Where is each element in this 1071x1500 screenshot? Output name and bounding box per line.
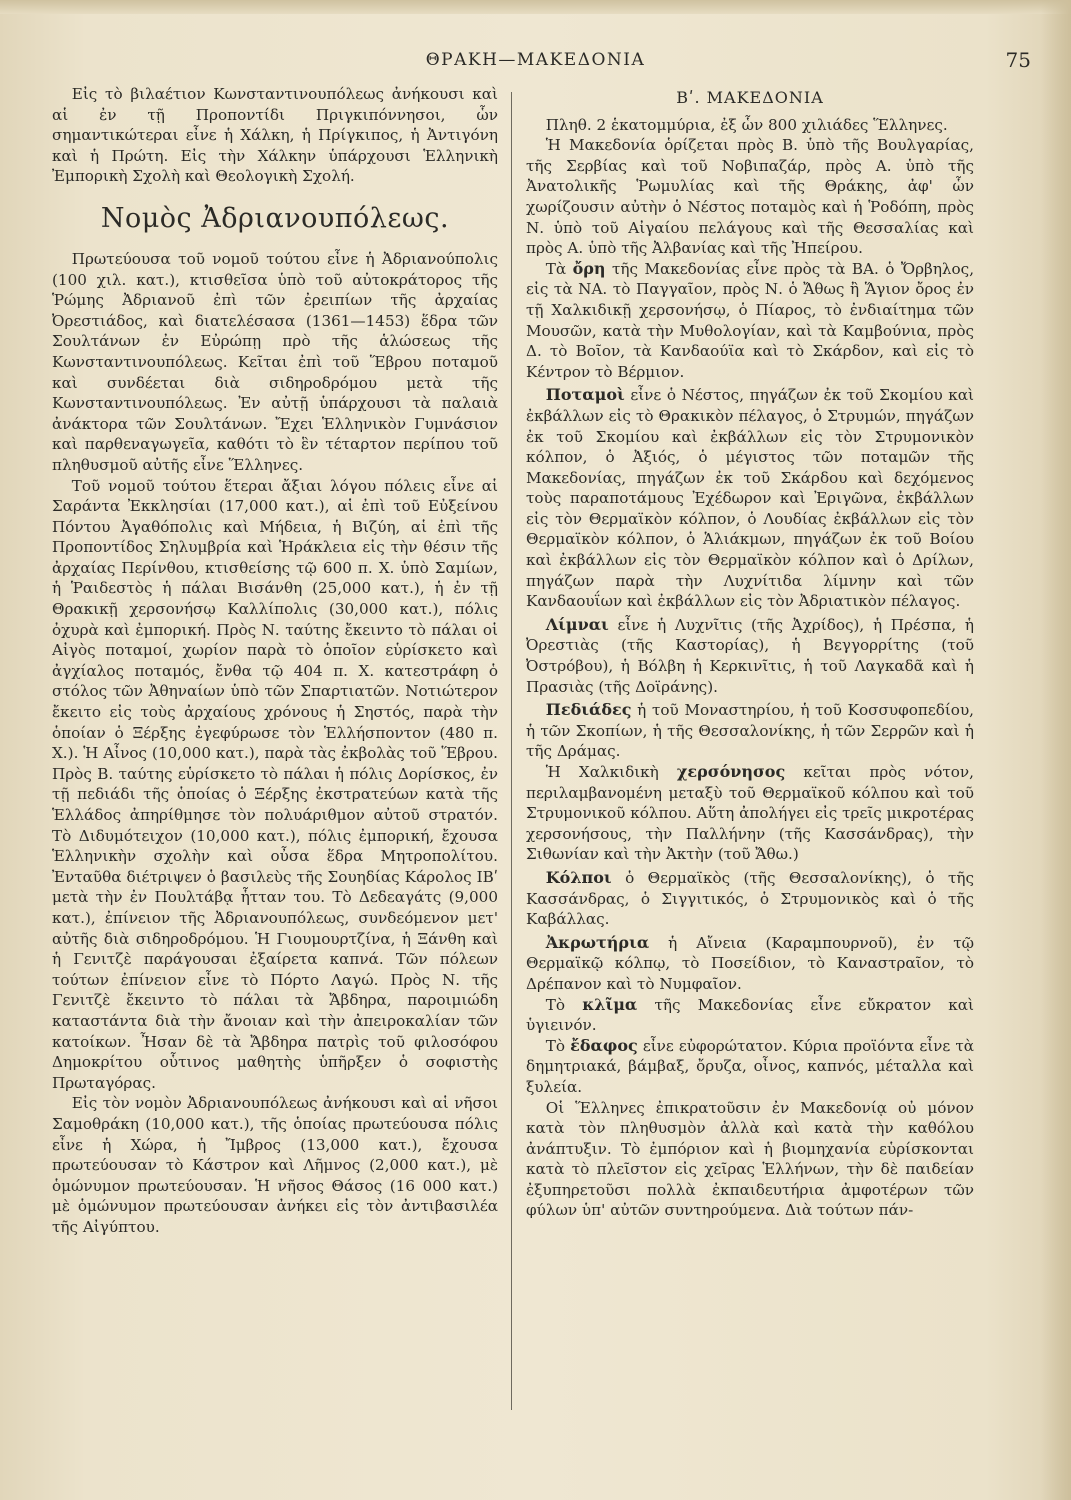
left-column: [52, 84, 498, 1237]
soil-text: εἶνε εὐφορώτατον. Κύρια προϊόντα εἶνε τὰ δημητριακά, βάμβαξ, ὄρυζα, οἶνος, καπνός, μέταλλα καὶ ξυλεία.: [526, 1036, 974, 1096]
borders-paragraph: Ἡ Μακεδονία ὁρίζεται πρὸς Β. ὑπὸ τῆς Βουλγαρίας, τῆς Σερβίας καὶ τοῦ Νοβιπαζάρ, πρὸς Α. ὑπὸ τῆς Ἀνατολικῆς Ῥωμυλίας καὶ τῆς Θράκης, ἀφ' ὧν χωρίζουσιν αὐτὴν ὁ Νέστος ποταμὸς καὶ ἡ Ῥοδόπη, πρὸς Ν. ὑπὸ τοῦ Αἰγαίου πελάγους καὶ τῆς Θεσσαλίας καὶ πρὸς Α. ὑπὸ τῆς Ἀλβανίας καὶ τῆς Ἠπείρου.: [526, 136, 974, 258]
rivers-text: εἶνε ὁ Νέστος, πηγάζων ἐκ τοῦ Σκομίου καὶ ἐκβάλλων εἰς τὸ Θρακικὸν πέλαγος, ὁ Στρυμών, πηγάζων ἐκ τοῦ Σκομίου καὶ ἐκβάλλων εἰς τὸν Στρυμονικὸν κόλπον, ὁ Ἀξιός, ὁ μέγιστος τῶν ποταμῶν τῆς Μακεδονίας, πηγάζων ἐκ τοῦ Σκάρδου καὶ δεχόμενος τοὺς παραποτάμους Ἐχέδωρον καὶ Ἐριγῶνα, ἐκβάλλων εἰς τὸν Θερμαϊκὸν κόλπον, ὁ Λουδίας ἐκβάλλων εἰς τὸν Θερμαϊκὸν κόλπον, ὁ Ἁλιάκμων, πηγάζων ἐκ τοῦ Βοίου καὶ ἐκβάλλων εἰς τὸν Θερμαϊκὸν κόλπον καὶ ὁ Δρίλων, πηγάζων παρὰ τὴν Λυχνίτιδα λίμνην καὶ τῶν Κανδαουΐων καὶ ἐκβάλλων εἰς τὸν Ἀδριατικὸν πέλαγος.: [526, 386, 974, 611]
greeks-paragraph: Οἱ Ἕλληνες ἐπικρατοῦσιν ἐν Μακεδονίᾳ οὐ μόνον κατὰ τὸν πληθυσμὸν ἀλλὰ καὶ κατὰ τὴν καθόλου ἀνάπτυξιν. Τὸ ἐμπόριον καὶ ἡ βιομηχανία εὑρίσκονται κατὰ τὸ πλεῖστον εἰς χεῖρας Ἑλλήνων, τὴν δὲ παιδείαν ἐξυπηρετοῦσι πολλὰ ἐκπαιδευτήρια ἀμφοτέρων τῶν φύλων ὑπ' αὐτῶν συντηρούμενα. Διὰ τούτων πάν-: [526, 1098, 974, 1220]
paragraph-capital: Πρωτεύουσα τοῦ νομοῦ τούτου εἶνε ἡ Ἀδριανούπολις (100 χιλ. κατ.), κτισθεῖσα ὑπὸ τοῦ αὐτοκράτορος τῆς Ῥώμης Ἀδριανοῦ ἐπὶ τῶν ἐρειπίων τῆς ἀρχαίας Ὀρεστιάδος, καὶ διατελέσασα (1361—1453) ἕδρα τῶν Σουλτάνων ἐν Εὐρώπῃ πρὸ τῆς ἁλώσεως τῆς Κωνσταντινουπόλεως. Κεῖται ἐπὶ τοῦ Ἕβρου ποταμοῦ καὶ συνδέεται διὰ σιδηροδρόμου μετὰ τῆς Κωνσταντινουπόλεως. Ἐν αὐτῇ ὑπάρχουσι τὰ παλαιὰ ἀνάκτορα τῶν Σουλτάνων. Ἔχει Ἑλληνικὸν Γυμνάσιον καὶ παρθεναγωγεῖα, καθότι τὸ ἓν τέταρτον περίπου τοῦ πληθυσμοῦ αὐτῆς εἶνε Ἕλληνες.: [52, 249, 498, 474]
capes-paragraph: [526, 933, 974, 995]
section-title-macedonia: Βʹ. ΜΑΚΕΔΟΝΙΑ: [676, 88, 824, 107]
lakes-paragraph: [526, 615, 974, 697]
peninsula-text: κεῖται πρὸς νότον, περιλαμβανομένη μεταξὺ τοῦ Θερμαϊκοῦ κόλπου καὶ τοῦ Στρυμονικοῦ κόλπου. Αὕτη ἀπολήγει εἰς τρεῖς μικροτέρας χερσονήσους, τὴν Παλλήνην (τῆς Κασσάνδρας), τὴν Σιθωνίαν καὶ τὴν Ἀκτὴν (τοῦ Ἄθω.): [526, 763, 974, 864]
peninsula-keyword: χερσόνησος: [676, 762, 786, 781]
peninsula-paragraph: [526, 762, 974, 865]
mountains-keyword: ὄρη: [572, 258, 606, 278]
page-header: [40, 50, 1031, 80]
running-title: ΘΡΑΚΗ—ΜΑΚΕΔΟΝΙΑ: [425, 50, 646, 70]
page-top-edge: [0, 0, 1071, 14]
gulfs-text: ὁ Θερμαϊκὸς (τῆς Θεσσαλονίκης), ὁ τῆς Κασσάνδρας, ὁ Σιγγιτικός, ὁ Στρυμονικὸς καὶ ὁ τῆς Καβάλλας.: [526, 868, 975, 929]
right-column: [526, 84, 974, 1221]
page-fold-shadow: [1041, 0, 1071, 1500]
plains-paragraph: [526, 700, 974, 762]
soil-lead: Τὸ: [545, 1036, 566, 1055]
climate-text: τῆς Μακεδονίας εἶνε εὔκρατον καὶ ὑγιεινόν.: [526, 995, 975, 1035]
rivers-keyword: Ποταμοὶ: [545, 385, 625, 405]
rivers-paragraph: [526, 385, 974, 612]
capes-keyword: Ἀκρωτήρια: [545, 932, 650, 952]
mountains-paragraph: [526, 259, 974, 383]
paragraph-islands: Εἰς τὸν νομὸν Ἀδριανουπόλεως ἀνήκουσι καὶ αἱ νῆσοι Σαμοθράκη (10,000 κατ.), τῆς ὁποίας πρωτεύουσα πόλις εἶνε ἡ Χώρα, ἡ Ἴμβρος (13,000 κατ.), ἔχουσα πρωτεύουσαν τὸ Κάστρον καὶ Λῆμνος (2,000 κατ.), μὲ ὁμώνυμον πρωτεύουσαν. Ἡ νῆσος Θάσος (16 000 κατ.) μὲ ὁμώνυμον πρωτεύουσαν ἀνήκει εἰς τὸν ἀντιβασιλέα τῆς Αἰγύπτου.: [52, 1094, 498, 1236]
climate-lead: Τὸ: [545, 995, 566, 1014]
lakes-text: εἶνε ἡ Λυχνῖτις (τῆς Ἀχρίδος), ἡ Πρέσπα, ἡ Ὀρεστιὰς (τῆς Καστορίας), ἡ Βεγγορρίτης (τοῦ Ὀστρόβου), ἡ Βόλβη ἡ Κερκινῖτις, ἡ τοῦ Λαγκαδᾶ καὶ ἡ Πρασιὰς (τῆς Δοϊράνης).: [526, 615, 975, 696]
population-paragraph: Πληθ. 2 ἑκατομμύρια, ἐξ ὧν 800 χιλιάδες Ἕλληνες.: [545, 115, 948, 134]
mountains-lead: Τὰ: [545, 259, 567, 278]
page-number: 75: [1005, 48, 1031, 72]
plains-text: ἡ τοῦ Μοναστηρίου, ἡ τοῦ Κοσσυφοπεδίου, ἡ τῶν Σκοπίων, ἡ τῆς Θεσσαλονίκης, ἡ τῶν Σερρῶν καὶ ἡ τῆς Δράμας.: [526, 701, 975, 761]
peninsula-lead: Ἡ Χαλκιδικὴ: [545, 763, 659, 781]
column-divider: [511, 92, 512, 1410]
lakes-keyword: Λίμναι: [545, 614, 609, 634]
soil-paragraph: [526, 1036, 974, 1098]
plains-keyword: Πεδιάδες: [545, 700, 632, 720]
paragraph-cities: Τοῦ νομοῦ τούτου ἕτεραι ἄξιαι λόγου πόλεις εἶνε αἱ Σαράντα Ἐκκλησίαι (17,000 κατ.), αἱ ἐπὶ τοῦ Εὐξείνου Πόντου Ἀγαθόπολις καὶ Μήδεια, ἡ Βιζύη, αἱ ἐπὶ τῆς Προποντίδος Σηλυμβρία καὶ Ἡράκλεια εἰς τὴν θέσιν τῆς ἀρχαίας Περίνθου, κτισθείσης τῷ 600 π. Χ. ὑπὸ Σαμίων, ἡ Ῥαιδεστὸς ἡ πάλαι Βισάνθη (25,000 κατ.), ἡ ἐν τῇ Θρακικῇ χερσονήσῳ Καλλίπολις (30,000 κατ.), πόλις ὀχυρὰ καὶ ἐμπορική. Πρὸς Ν. ταύτης ἔκειντο τὸ πάλαι οἱ Αἰγὸς ποταμοί, χωρίον παρὰ τὸ ὁποῖον εὑρίσκετο καὶ ἀγχίαλος ποταμός, ἔνθα τῷ 404 π. Χ. κατεστράφη ὁ στόλος τῶν Ἀθηναίων ὑπὸ τῶν Σπαρτιατῶν. Νοτιώτερον ἔκειτο εἰς τοὺς ἀρχαίους χρόνους ἡ Σηστός, παρὰ τὴν ὁποίαν ὁ Ξέρξης ἐγεφύρωσε τὸν Ἑλλήσποντον (480 π. Χ.). Ἡ Αἶνος (10,000 κατ.), παρὰ τὰς ἐκβολὰς τοῦ Ἕβρου. Πρὸς Β. ταύτης εὑρίσκετο τὸ πάλαι ἡ πόλις Δορίσκος, ἐν τῇ πεδιάδι τῆς ὁποίας ὁ Ξέρξης ἐκστρατεύων κατὰ τῆς Ἑλλάδος ἀπηρίθμησε τὸν πολυάριθμον αὐτοῦ στρατόν. Τὸ Διδυμότειχον (10,000 κατ.), πόλις ἐμπορική, ἔχουσα Ἑλληνικὴν σχολὴν καὶ οὖσα ἕδρα Μητροπολίτου. Ἐνταῦθα διέτριψεν ὁ βασιλεὺς τῆς Σουηδίας Κάρολος ΙΒʹ μετὰ τὴν ἐν Πουλτάβᾳ ἧτταν του. Τὸ Δεδεαγάτς (9,000 κατ.), ἐπίνειον τῆς Ἀδριανουπόλεως, συνδεόμενον μετ' αὐτῆς διὰ σιδηροδρόμου. Ἡ Γιουμουρτζίνα, ἡ Ξάνθη καὶ ἡ Γενιτζὲ παράγουσαι ἐξαίρετα καπνά. Τῶν πόλεων τούτων ἐπίνειον εἶνε τὸ Πόρτο Λαγώ. Πρὸς Ν. τῆς Γενιτζὲ ἔκειντο τὸ πάλαι τὰ Ἄβδηρα, παροιμιώδη καταστάντα διὰ τὴν ἄνοιαν καὶ τὴν ἀπειροκαλίαν τῶν κατοίκων. Ἦσαν δὲ τὰ Ἄβδηρα πατρὶς τοῦ φιλοσόφου Δημοκρίτου οὗτινος μαθητὴς ὑπῆρξεν ὁ σοφιστὴς Πρωταγόρας.: [52, 476, 498, 1092]
intro-paragraph: Εἰς τὸ βιλαέτιον Κωνσταντινουπόλεως ἀνήκουσι καὶ αἱ ἐν τῇ Προποντίδι Πριγκιπόννησοι, ὧν σημαντικώτεραι εἶνε ἡ Χάλκη, ἡ Πρίγκιπος, ἡ Ἀντιγόνη καὶ ἡ Πρώτη. Εἰς τὴν Χάλκην ὑπάρχουσι Ἑλληνικὴ Ἐμπορικὴ Σχολὴ καὶ Θεολογικὴ Σχολή.: [52, 85, 498, 186]
climate-keyword: κλῖμα: [582, 994, 638, 1014]
mountains-text: τῆς Μακεδονίας εἶνε πρὸς τὰ ΒΑ. ὁ Ὄρβηλος, εἰς τὰ ΝΑ. τὸ Παγγαῖον, πρὸς Ν. ὁ Ἄθως ἢ Ἅγιον ὄρος ἐν τῇ Χαλκιδικῇ χερσονήσῳ, ὁ Πίαρος, τὸ ἐνδιαίτημα τῶν Μουσῶν, κατὰ τὴν Μυθολογίαν, καὶ τὰ Καμβούνια, πρὸς Δ. τὸ Βοῖον, τὰ Κανδαούϊα καὶ τὸ Σκάρδον, καὶ εἰς τὸ Κέντρον τὸ Βέρμιον.: [526, 259, 975, 381]
section-title-adrianople: Νομὸς Ἀδριανουπόλεως.: [100, 202, 450, 234]
gulfs-keyword: Κόλποι: [545, 867, 612, 887]
capes-text: ἡ Αἴνεια (Καραμπουρνοῦ), ἐν τῷ Θερμαϊκῷ κόλπῳ, τὸ Ποσείδιον, τὸ Καναστραῖον, τὸ Δρέπανον καὶ τὸ Νυμφαῖον.: [526, 933, 975, 993]
soil-keyword: ἔδαφος: [570, 1035, 638, 1055]
gulfs-paragraph: [526, 868, 974, 930]
climate-paragraph: [526, 995, 974, 1036]
